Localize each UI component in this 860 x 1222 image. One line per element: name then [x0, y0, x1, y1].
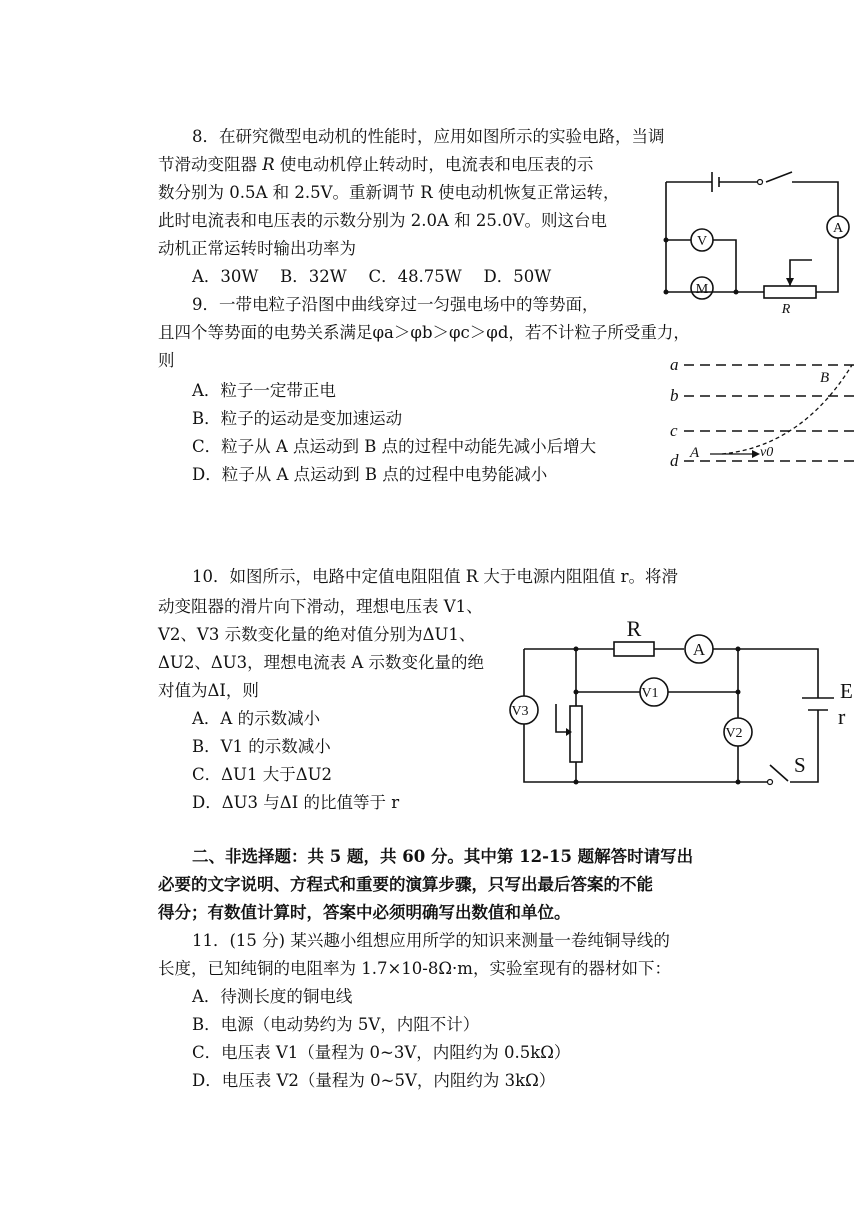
q9-option-a: A．粒子一定带正电 — [192, 381, 336, 400]
q9-line-2: 且四个等势面的电势关系满足φa＞φb＞φc＞φd，若不计粒子所受重力， — [158, 323, 690, 342]
section-2-line-1: 二、非选择题：共 5 题，共 60 分。其中第 12-15 题解答时请写出 — [192, 847, 694, 866]
q10-line-1: 10．如图所示，电路中定值电阻阻值 R 大于电源内阻阻值 r。将滑 — [192, 567, 679, 586]
resistor-r-label: R — [626, 616, 642, 641]
q10-option-d: D．ΔU3 与ΔI 的比值等于 r — [192, 793, 400, 812]
resistor-label: R — [781, 302, 791, 317]
voltmeter-label: V — [696, 234, 708, 249]
voltmeter-v3-label: V3 — [511, 704, 529, 719]
q10-circuit-diagram — [508, 612, 860, 792]
q11-option-d: D．电压表 V2（量程为 0~5V，内阻约为 3kΩ） — [192, 1071, 556, 1090]
q9-equipotential-diagram — [662, 350, 860, 480]
motor-label: M — [695, 282, 709, 297]
velocity-label: v0 — [760, 445, 774, 460]
q11-option-b: B．电源（电动势约为 5V，内阻不计） — [192, 1015, 480, 1034]
q8-line-5: 动机正常运转时输出功率为 — [158, 239, 356, 258]
q9-option-d: D．粒子从 A 点运动到 B 点的过程中电势能减小 — [192, 465, 548, 484]
point-a-label: A — [690, 445, 700, 461]
q10-line-4: ΔU2、ΔU3，理想电流表 A 示数变化量的绝 — [158, 653, 485, 672]
surface-d-label: d — [670, 451, 679, 470]
q11-option-c: C．电压表 V1（量程为 0~3V，内阻约为 0.5kΩ） — [192, 1043, 571, 1062]
point-b-label: B — [820, 370, 830, 386]
q10-option-c: C．ΔU1 大于ΔU2 — [192, 765, 333, 784]
surface-a-label: a — [670, 355, 679, 374]
q10-line-5: 对值为ΔI，则 — [158, 681, 259, 700]
switch-label: S — [794, 753, 806, 777]
q8-line-2: 节滑动变阻器 R 使电动机停止转动时，电流表和电压表的示 — [158, 155, 594, 174]
q8-options: A．30W B．32W C．48.75W D．50W — [192, 267, 552, 286]
ammeter-a-label: A — [692, 640, 706, 659]
section-2-line-2: 必要的文字说明、方程式和重要的演算步骤，只写出最后答案的不能 — [158, 875, 653, 894]
voltmeter-v1-label: V1 — [641, 686, 659, 701]
internal-resistance-label: r — [838, 704, 846, 729]
q11-option-a: A．待测长度的铜电线 — [192, 987, 353, 1006]
q11-line-2: 长度，已知纯铜的电阻率为 1.7×10-8Ω·m，实验室现有的器材如下： — [158, 959, 671, 978]
section-2-line-3: 得分；有数值计算时，答案中必须明确写出数值和单位。 — [158, 903, 571, 922]
q9-line-1: 9．一带电粒子沿图中曲线穿过一匀强电场中的等势面， — [192, 295, 599, 314]
voltmeter-v2-label: V2 — [725, 726, 743, 741]
q10-option-b: B．V1 的示数减小 — [192, 737, 331, 756]
q8-line-1: 8．在研究微型电动机的性能时，应用如图所示的实验电路，当调 — [192, 127, 665, 146]
q8-circuit-diagram — [640, 160, 860, 320]
surface-c-label: c — [670, 421, 678, 440]
q9-option-c: C．粒子从 A 点运动到 B 点的过程中动能先减小后增大 — [192, 437, 597, 456]
emf-label: E — [840, 679, 853, 703]
q8-line-3: 数分别为 0.5A 和 2.5V。重新调节 R 使电动机恢复正常运转， — [158, 183, 620, 202]
q9-option-b: B．粒子的运动是变加速运动 — [192, 409, 403, 428]
ammeter-label: A — [832, 221, 844, 236]
q9-line-3: 则 — [158, 351, 175, 370]
q10-line-3: V2、V3 示数变化量的绝对值分别为ΔU1、 — [158, 625, 476, 644]
q10-option-a: A．A 的示数减小 — [192, 709, 321, 728]
q8-line-4: 此时电流表和电压表的示数分别为 2.0A 和 25.0V。则这台电 — [158, 211, 608, 230]
surface-b-label: b — [670, 386, 679, 405]
q10-line-2: 动变阻器的滑片向下滑动，理想电压表 V1、 — [158, 597, 483, 616]
q11-line-1: 11．(15 分) 某兴趣小组想应用所学的知识来测量一卷纯铜导线的 — [192, 931, 670, 950]
